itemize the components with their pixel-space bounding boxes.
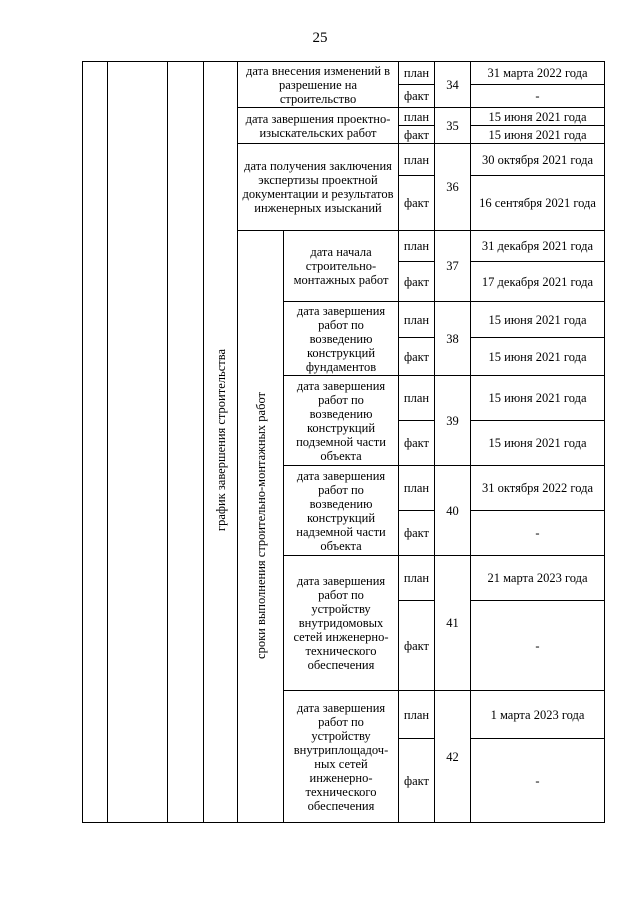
fact-label: факт [399,511,435,556]
blank-column-2 [108,62,168,823]
plan-value: 31 октября 2022 года [471,466,605,511]
blank-column-3 [168,62,204,823]
row-label: дата завершения работ по устройству внутридомовых сетей инженерно-технического обеспечения [284,556,399,691]
row-label: дата завершения работ по устройству внутриплощадоч-ных сетей инженерно-технического обеспечения [284,691,399,823]
construction-terms-vertical-label: сроки выполнения строительно-монтажных работ [238,231,284,823]
plan-value: 21 марта 2023 года [471,556,605,601]
fact-value: - [471,601,605,691]
fact-value: - [471,511,605,556]
fact-value: 15 июня 2021 года [471,421,605,466]
plan-value: 31 марта 2022 года [471,62,605,85]
plan-label: план [399,231,435,262]
fact-value: 15 июня 2021 года [471,338,605,376]
plan-value: 15 июня 2021 года [471,108,605,126]
row-label: дата завершения проектно-изыскательских работ [238,108,399,144]
plan-value: 31 декабря 2021 года [471,231,605,262]
fact-label: факт [399,739,435,823]
row-number: 41 [435,556,471,691]
row-number: 35 [435,108,471,144]
fact-label: факт [399,176,435,231]
plan-value: 15 июня 2021 года [471,376,605,421]
table-row [83,62,605,85]
plan-label: план [399,62,435,85]
construction-schedule-table [82,61,605,823]
plan-value: 1 марта 2023 года [471,691,605,739]
row-number: 40 [435,466,471,556]
fact-label: факт [399,126,435,144]
fact-label: факт [399,601,435,691]
fact-value: 16 сентября 2021 года [471,176,605,231]
fact-value: 17 декабря 2021 года [471,262,605,302]
row-label: дата завершения работ по возведению конструкций подземной части объекта [284,376,399,466]
row-number: 42 [435,691,471,823]
row-number: 34 [435,62,471,108]
plan-value: 30 октября 2021 года [471,144,605,176]
blank-column-1 [83,62,108,823]
row-number: 37 [435,231,471,302]
fact-label: факт [399,262,435,302]
plan-label: план [399,144,435,176]
fact-value: - [471,739,605,823]
row-number: 38 [435,302,471,376]
plan-label: план [399,556,435,601]
row-number: 36 [435,144,471,231]
row-number: 39 [435,376,471,466]
plan-label: план [399,691,435,739]
fact-value: - [471,85,605,108]
fact-label: факт [399,338,435,376]
row-label: дата начала строительно-монтажных работ [284,231,399,302]
plan-label: план [399,466,435,511]
row-label: дата внесения изменений в разрешение на строительство [238,62,399,108]
plan-value: 15 июня 2021 года [471,302,605,338]
row-label: дата завершения работ по возведению конструкций фундаментов [284,302,399,376]
plan-label: план [399,302,435,338]
page-number: 25 [312,30,328,46]
fact-value: 15 июня 2021 года [471,126,605,144]
fact-label: факт [399,85,435,108]
row-label: дата завершения работ по возведению конструкций надземной части объекта [284,466,399,556]
row-label: дата получения заключения экспертизы проектной документации и результатов инженерных изысканий [238,144,399,231]
schedule-vertical-label: график завершения строительства [204,62,238,823]
fact-label: факт [399,421,435,466]
plan-label: план [399,376,435,421]
plan-label: план [399,108,435,126]
